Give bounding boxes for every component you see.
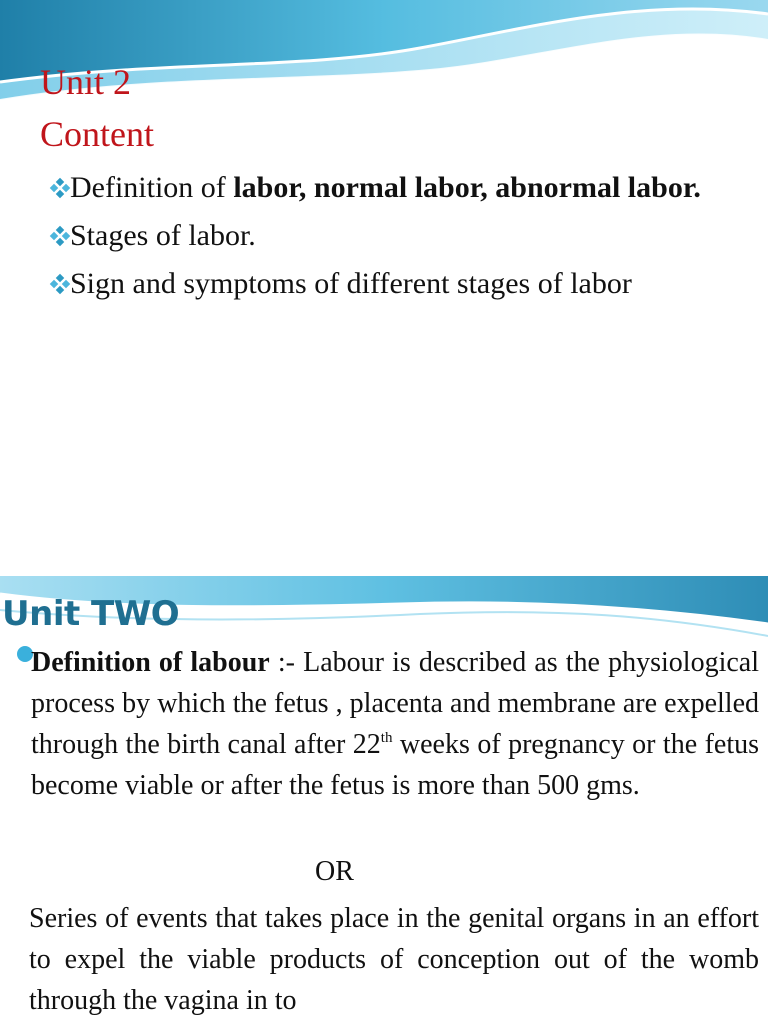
slide-1-title-line-1: Unit 2	[40, 62, 132, 102]
bullet-definition	[50, 168, 722, 208]
definition-term: Definition of labour	[31, 647, 270, 678]
slide-2	[0, 576, 768, 1024]
bullet-stages	[50, 216, 722, 256]
bullet-signs	[50, 264, 722, 304]
definition-paragraph	[31, 642, 759, 806]
definition-text-a: Labour is described as the physiological process by which the fetus , placenta and membrane are expelled through the birth canal after 22	[31, 647, 759, 760]
bullet-signs-text: Sign and symptoms of different stages of labor	[70, 267, 632, 300]
definition-superscript: th	[380, 729, 393, 746]
diamond-bullet-icon	[50, 226, 70, 246]
slide-2-title: Unit TWO	[2, 594, 180, 634]
diamond-bullet-icon	[50, 274, 70, 294]
bullet-definition-lead: Definition of	[70, 171, 234, 204]
diamond-bullet-icon	[50, 178, 70, 198]
or-label: OR	[315, 856, 354, 887]
bullet-stages-text: Stages of labor.	[70, 219, 256, 252]
slide-1-title-line-2: Content	[40, 114, 154, 154]
alternative-definition-paragraph: Series of events that takes place in the genital organs in an effort to expel the viable products of conception out of the womb through the vagina in to	[29, 903, 759, 1016]
definition-text-b: weeks of pregnancy or the fetus become viable or after the fetus is more than 500 gms.	[31, 729, 759, 801]
content-bullet-list	[50, 168, 722, 312]
bullet-definition-bold: labor, normal labor, abnormal labor.	[233, 171, 701, 204]
definition-separator: :-	[269, 647, 304, 678]
